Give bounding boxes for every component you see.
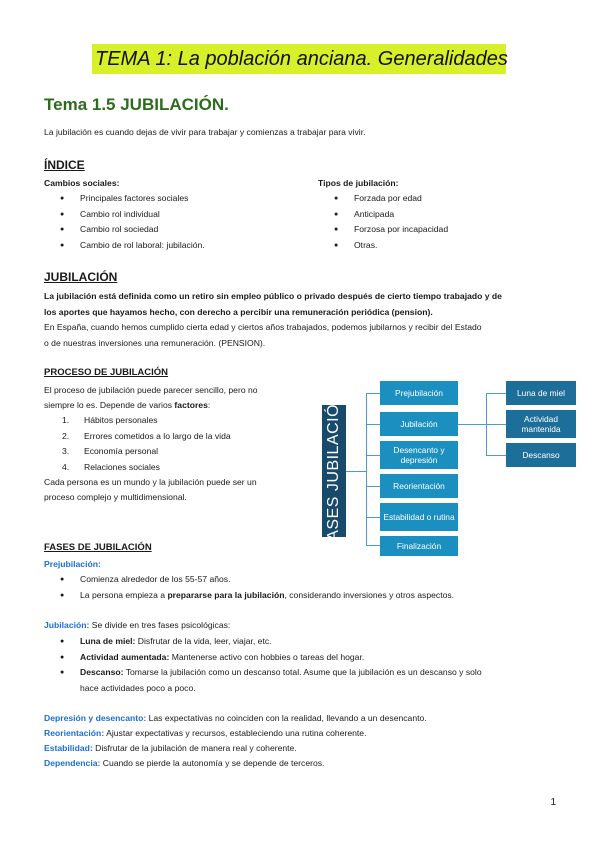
definitions-block bbox=[44, 711, 584, 771]
list-item: ● Cambio rol sociedad bbox=[44, 222, 294, 238]
jubilacion-line: o de nuestras inversiones una remuneración. (PENSION). bbox=[44, 337, 266, 348]
list-item: 4. Relaciones sociales bbox=[62, 461, 160, 472]
subphase-box: Actividad mantenida bbox=[506, 410, 576, 438]
list-item: 2. Errores cometidos a lo largo de la vida bbox=[62, 430, 231, 441]
list-item: ● Forzosa por incapacidad bbox=[318, 222, 558, 238]
list-item: ● Comienza alrededor de los 55-57 años. bbox=[44, 572, 584, 588]
list-item: ● Anticipada bbox=[318, 207, 558, 223]
prejubilacion-label: Prejubilación: bbox=[44, 559, 101, 569]
intro-text: La jubilación es cuando dejas de vivir para trabajar y comienzas a trabajar para vivir. bbox=[44, 127, 366, 137]
connector bbox=[366, 545, 380, 546]
list-item: ● Actividad aumentada: Mantenerse activo con hobbies o tareas del hogar. bbox=[44, 650, 584, 666]
connector bbox=[366, 393, 380, 394]
list-item: ● Cambio rol individual bbox=[44, 207, 294, 223]
phase-box: Jubilación bbox=[380, 412, 458, 436]
jubilacion-definition bbox=[44, 289, 574, 351]
connector bbox=[366, 517, 380, 518]
connector bbox=[486, 455, 506, 456]
diagram-vertical-bar bbox=[322, 391, 346, 551]
indice-left-title: Cambios sociales: bbox=[44, 178, 120, 188]
definition-line: Reorientación: Ajustar expectativas y recursos, estableciendo una rutina coherente. bbox=[44, 728, 367, 738]
list-item: ● Otras. bbox=[318, 238, 558, 254]
connector bbox=[486, 424, 506, 425]
phase-box: Desencanto y depresión bbox=[380, 441, 458, 469]
connector bbox=[366, 424, 380, 425]
connector bbox=[366, 393, 367, 545]
list-item: ● Luna de miel: Disfrutar de la vida, leer, viajar, etc. bbox=[44, 634, 584, 650]
document-title-highlight bbox=[92, 44, 506, 74]
phase-box: Prejubilación bbox=[380, 381, 458, 405]
jubilacion-phase-list bbox=[44, 634, 584, 696]
proceso-line: proceso complejo y multidimensional. bbox=[44, 492, 187, 502]
subphase-box: Descanso bbox=[506, 443, 576, 467]
proceso-block bbox=[44, 383, 314, 505]
phase-box: Reorientación bbox=[380, 474, 458, 498]
indice-left-list bbox=[44, 191, 294, 253]
proceso-line: siempre lo es. Depende de varios factores: bbox=[44, 400, 211, 410]
indice-left-column bbox=[44, 176, 294, 253]
jubilacion-phase-intro: Jubilación: Se divide en tres fases psicológicas: bbox=[44, 620, 231, 630]
jubilacion-bold-line: La jubilación está definida como un retiro sin empleo público o privado después de cierto tiempo trabajado y de bbox=[44, 291, 502, 301]
list-item: ● Cambio de rol laboral: jubilación. bbox=[44, 238, 294, 254]
jubilacion-bold-line: los aportes que hayamos hecho, con derecho a percibir una remuneración periódica (pension). bbox=[44, 306, 433, 317]
document-title: TEMA 1: La población anciana. Generalidades bbox=[95, 48, 508, 70]
connector bbox=[486, 393, 506, 394]
list-item: ● Principales factores sociales bbox=[44, 191, 294, 207]
section-heading: Tema 1.5 JUBILACIÓN. bbox=[44, 95, 229, 114]
proceso-line: Cada persona es un mundo y la jubilación puede ser un bbox=[44, 477, 257, 487]
diagram-vertical-label: FASES JUBILACIÓN bbox=[325, 391, 342, 551]
definition-line: Estabilidad: Disfrutar de la jubilación de manera real y coherente. bbox=[44, 743, 297, 753]
connector bbox=[366, 455, 380, 456]
indice-right-column bbox=[318, 176, 558, 253]
page-number: 1 bbox=[550, 797, 556, 808]
indice-right-list bbox=[318, 191, 558, 253]
connector bbox=[346, 471, 366, 472]
phase-box: Estabilidad o rutina bbox=[380, 503, 458, 531]
prejubilacion-list bbox=[44, 572, 584, 603]
list-item: ● Forzada por edad bbox=[318, 191, 558, 207]
list-item: ● La persona empieza a prepararse para la jubilación, considerando inversiones y otros aspectos. bbox=[44, 588, 584, 604]
factors-list bbox=[44, 413, 314, 475]
connector bbox=[458, 424, 486, 425]
jubilacion-heading: JUBILACIÓN bbox=[44, 270, 118, 284]
definition-line: Depresión y desencanto: Las expectativas no coinciden con la realidad, llevando a un desencanto. bbox=[44, 713, 427, 723]
list-item: ● Descanso: Tomarse la jubilación como un descanso total. Asume que la jubilación es un descanso y solo hace actividades poco a poco. bbox=[44, 665, 584, 696]
indice-heading: ÍNDICE bbox=[44, 158, 85, 172]
list-item: 1. Hábitos personales bbox=[62, 415, 158, 425]
list-item: 3. Economía personal bbox=[62, 446, 159, 456]
proceso-line: El proceso de jubilación puede parecer sencillo, pero no bbox=[44, 385, 258, 395]
subphase-box: Luna de miel bbox=[506, 381, 576, 405]
phase-box: Finalización bbox=[380, 536, 458, 556]
fases-heading: FASES DE JUBILACIÓN bbox=[44, 542, 152, 553]
definition-line: Dependencia: Cuando se pierde la autonomía y se depende de terceros. bbox=[44, 758, 325, 768]
jubilacion-line: En España, cuando hemos cumplido cierta edad y ciertos años trabajados, podemos jubilarnos y recibir del Estado bbox=[44, 322, 482, 332]
fases-diagram bbox=[318, 375, 580, 557]
indice-right-title: Tipos de jubilación: bbox=[318, 178, 399, 188]
connector bbox=[366, 486, 380, 487]
proceso-heading: PROCESO DE JUBILACIÓN bbox=[44, 367, 169, 378]
